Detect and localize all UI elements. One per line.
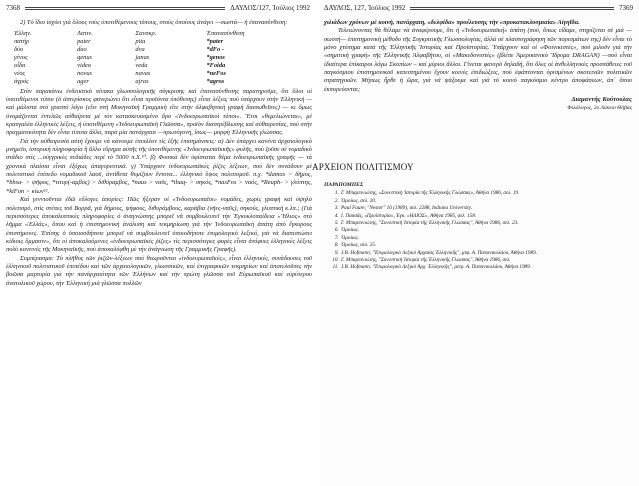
table-row <box>6 46 312 54</box>
journal-title: ΔΑΥΛΟΣ/127, Ἰούλιος 1992 <box>230 4 310 12</box>
table-cell: πατήρ <box>14 38 30 46</box>
table-cell: οἶδα <box>14 61 26 69</box>
reference-item: 11. J.B. Hofmann, "Ἐτυμολογικὸ Λεξικὸ Ἀρχ. Ἑλληνικῆς", μετρ. Α. Παπανικολάου, Ἀθήνα 1989. <box>340 264 630 271</box>
reference-item: 1. Γ. Μπαμπινιώτης, «Συνοπτικὴ Ἱστορία τῆς Ἑλληνικῆς Γλώσσας», Ἀθήνα 1986, σελ. 19. <box>340 190 630 197</box>
reference-item: 6. Ὁμοίως. <box>340 227 630 234</box>
column-header: Ἑλλην. <box>14 30 32 38</box>
table-cell: duo <box>77 46 87 54</box>
body-paragraph: χιλιάδων χρόνων μὲ κοινή, πανάρχαιη, «δελφίδα» προέλευσης τὴν «προκατακλυσμιαία» Αἰγηΐδα. <box>324 19 580 26</box>
header-rule <box>410 7 614 10</box>
references <box>324 182 630 272</box>
author-name: Διαμαντής Κούτουλας <box>571 96 632 104</box>
page-header <box>324 4 633 12</box>
table-cell: dva <box>135 46 145 54</box>
table-cell: navas <box>135 69 151 77</box>
header-rule <box>25 7 225 10</box>
comparison-table <box>6 30 312 85</box>
body-paragraph: Καὶ γεννιοῦνται ἐδῶ εὔλογες ἀπορίες: Πῶς ἤξεραν οἱ «Ἰνδοευρωπαῖοι» νομάδες, χωρὶς γραφὴ καὶ ὑψηλὸ πολιτισμό, στὶς στέπες τοῦ Βορρᾶ, γιὰ δήμους, ψήφους, διθυράμβους, καράβια (νῆες-ναῦς), σηκούς, γλυπτικὴ κ.λπ.; (Γιὰ περισσότερες ἀποκαλυπτικὲς πληροφορίες ὁ ἀναγνώστης μπορεῖ νὰ συμβουλευτεῖ τὴν Ἐγκυκλοπαίδεια «Ἥλιος» στὸ λῆμμα «Ἑλλάς», ὅπου καὶ ἡ ἐπιστημονικὴ ἀνάλυση καὶ τεκμηρίωση γιὰ τὴν Ἰνδοευρωπαϊκὴ ἀπάτη ἀπὸ ἔγκυρους ἐπιστήμονες. Ἐπίσης ὁ ὁποιοσδήποτε μπορεῖ νὰ συμβουλευτεῖ ὁποιοδήποτε ἐτυμολογικὸ λεξικό, γιὰ νὰ διαπιστώσει κίδιοις ὄμμασιν», ὅτι οἱ ἀποκαλούμενες «ἰνδοευρωπαϊκὲς ῥίζες» τὶς περισσότερες φορὲς εἶναι ἀτόφυες ἑλληνικὲς λέξεις πολὺ κοντινὲς τῆς Μυκηναϊκῆς, ποὺ ἀποκαλύφθη μὲ τὴν ἀνάγνωση τῆς Γραμμικῆς Γραφῆς). <box>6 196 312 254</box>
right-page <box>312 0 639 486</box>
body-paragraph: Στὸν παρακάνω ἐνδεικτικὸ πίνακα γλωσσολογικῆς σύγκρισης καὶ ἐπανασύνθεσης παρατηροῦμε, ὅτι ὅλοι οἱ ὑποτιθέμενοι τύποι (ὁ ἀστερίσκος φανερώνει ὅτι εἶναι προϊόντα ὑπόθεσης) εἶναι λέξεις ποὺ ὑπάρχουν στὴν Ἑλληνικὴ — καὶ μάλιστα στὸ γραπτὸ λόγο (εἴτε στὴ Μυκηναϊκὴ Γραμμικὴ εἴτε στὴν ἀλφαβητικὴ γραφὴ διασωθεῖσες) — κι ὅμως ὀνομάζονται ἐντελῶς αὐθαίρετα μὲ τὸν κατασκευασμένο ὅρο «Ἰνδοευρωπαϊκοὶ τύποι». Ἔτσι «θεμελιώνεται», μὲ κραυγαλέα ἑλληνικὲς λέξεις, ἡ ὑποτιθέμενη «Ἰνδοευρωπαϊκὴ Γλῶσσα», προϊὸν διαστρέβλωσης καὶ αὐθαιρεσίας, ποὺ στὴν πραγματικότητα δὲν εἶναι τίποτα ἄλλο, παρὰ μία πανάρχαια —πρωτόγονη, ἴσως— μορφὴ Ἑλληνικῆς γλώσσας. <box>6 87 312 137</box>
reference-item: 5. Γ. Μπαμπινιώτης, "Συνοπτικὴ Ἱστορία τῆς Ἑλληνικῆς Γλώσσας", Ἀθήνα 1986, σελ. 23. <box>340 220 630 227</box>
table-cell: δύο <box>14 46 24 54</box>
table-cell: genus <box>77 54 93 62</box>
table-cell: video <box>77 61 91 69</box>
reference-item: 4. Ι. Πασσᾶς, «Προϊστορία», Ἐγκ. «ΗΛΙΟΣ», Ἀθήνα 1985, σελ. 158. <box>340 213 630 220</box>
reference-item: 3. Paul Faure, "Nestor" 16 (1989), σελ. 2288, Indiana University. <box>340 205 630 212</box>
table-cell: janas <box>135 54 150 62</box>
intro-paragraph: 2) Τὸ ἴδιο ἰσχύει γιὰ ὅλους τοὺς ὑποτιθέμενους τύπους, στοὺς ὁποίους ἀνάγει —σωστά— ἡ ἐπανασύνθεση: <box>20 19 288 26</box>
reference-item: 2. Ὁμοίως, σελ. 20. <box>340 198 630 205</box>
references-title: ΠΑΡΑΠΟΜΠΕΣ <box>324 182 364 188</box>
body-paragraph: Γιὰ τὴν αὐθαιρεσία αὐτὴ ἔχουμε νὰ κάνουμε ἐπιπλέον τὶς ἑξῆς ἐπισημάνσεις: α) Δὲν ὑπάρχει κανένα ἀρχαιολογικὸ μνημεῖο, ἱστορικὴ πληροφορία ἢ ἄλλο εὕρημα αὐτῆς τῆς ὑποτιθέμενης «Ἰνδοευρωπαϊκκῆς» φυλῆς, ποὺ ζοῦσε σὲ νομαδικὸ στάδιο στὶς ...οὐγγρικὲς πεδιάδες περὶ τὸ 5000 π.Χ.¹⁰. β) Φυσικὰ δὲν ὑφίσταται θέμα ἰνδοευρωπαϊκῆς γραφῆς — τὰ χρονικὰ πλαίσια εἶναι ἐξόχως ἀπαγορευτικά. γ) Ὑπάρχουν ἰνδοευρωπαϊκὲς ῥίζες λέξεων, ποὺ δὲν συνάδουν μὲ πολιτιστικὸ ἐπίπεδο νομαδικοῦ λαοῦ, ἀντίθετα θυμίζουν ἔντονα... ἑλληνικὸ ὕψος πολιτισμοῦ. π.χ. *damos > δῆμος, *bhsa- > ψῆφος, *τιτυρ(-αμβος) > διθύραμβος, *naus > ναῦς, *thaq- > σηκός, *nasFos > ναός, *Reuph- > γλύπτης, *kiFon > κίων¹¹. <box>6 137 312 195</box>
page-header <box>6 4 310 12</box>
journal-title: ΔΑΥΛΟΣ, 127, Ἰούλιος 1992 <box>324 4 406 12</box>
column-header: Λατιν. <box>77 30 93 38</box>
reference-item: 9. J.B. Hofmann, "Ἐτυμολογικὸ Λεξικὸ Ἀρχαίας Ἑλληνικῆς", μτφ. Α. Παπανικολάου, Ἀθήνα 1989. <box>340 250 630 257</box>
page-number: 7369 <box>619 4 633 12</box>
reference-item: 7. Ὁμοίως. <box>340 235 630 242</box>
table-cell: γένος <box>14 54 28 62</box>
author-role: Φιλόλογος, 2ο Λύκειο Θήβας <box>567 105 632 112</box>
body-paragraph: Τελειώνοντας θὰ θέλαμε νὰ ἀναφέρουμε, ὅτι ἡ «Ἰνδοευρωπαϊκή» ἀπάτη (πού, ὅπως εἴδαμε, στηρίζεται σὲ μιὰ —σωστή— ἐπιστημονικὴ μέθοδο τῆς Συγκριτικῆς Γλωσσολογίας, ἀλλὰ σὲ πλαστογράφηση τῶν πορισμάτων της) δὲν εἶναι τὸ μόνο χτύπημα κατὰ τῆς Ἑλληνικῆς Ἱστορίας καὶ Προϊστορίας. Ὑπάρχουν καὶ οἱ «Φοινικιστές», ποὺ μιλοῦν γιὰ τὴν «σημιτικὴ γραφή» τῆς Ἑλληνικῆς Ἀλφαβήτου, οἱ «Μακεδονιστές» (βλέπε Ἀμερικανικὸ Ἵδρυμα DRAGAN) —ποὺ εἶναι ἰδιαίτερα ἐπίκαιροι λόγω Σκοπίων – καὶ μύριοι ἄλλοι. Γίνεται φανερὸ δηλαδή, ὅτι ὅλες οἱ ἀνθελληνικὲς προσπάθειες τοῦ παγκόσμιου ἐπιστημονικοῦ κατεστημένου ἔχουν κοινὲς ἐπιδιώξεις, ποὺ ἐφάπτονται ὁρισμένων σκοτεινῶν πολιτικῶν στρατηγικῶν. Μήπως ἦρθε ἡ ὥρα, γιὰ νὰ ψάξουμε καὶ γιὰ τὸ κοινὸ παγκόσμιο κέντρο ἀποφάσεων, ἀπ᾿ ὅπου ἐκπορεύονται; <box>324 27 632 93</box>
table-row <box>6 38 312 46</box>
table-header-row <box>6 30 312 38</box>
table-row <box>6 62 312 70</box>
article-body <box>6 19 312 288</box>
table-cell: *dFo - <box>206 46 224 54</box>
table-row <box>6 78 312 86</box>
table-cell: *genos <box>206 54 225 62</box>
table-cell: *neFos <box>206 69 226 77</box>
page-number: 7368 <box>6 4 20 12</box>
table-row <box>6 54 312 62</box>
article-body <box>324 19 632 113</box>
table-cell: νέος <box>14 69 26 77</box>
table-cell: *agros <box>206 77 225 85</box>
column-header: Ἐπανασύνθεση <box>206 30 245 38</box>
body-paragraph: Συμπέρασμα: Τὸ πλῆθος τῶν ῥιζῶν-λέξεων ποὺ θεωροῦνται «ἰνδοευρωπαϊκές», εἶναι ἑλληνικές, συνάδουσες τοῦ ἑλληνικοῦ πολιτιστικοῦ ἐπιπέδου καὶ τῶν ἀρχαιολογικῶν, γλωσσικῶν, καὶ ἐπιγραφικῶν τεκμηρίων καὶ ἀποτελοῦσες τὴν βοῶσα μαρτυρία γιὰ τὴν πανάρχαιότητα τῶν Ἑλλήνων καὶ τὴν πρώτη γλῶσσα τοῦ Εὐρωπαϊκοῦ καὶ εὐρύτερου ἀνατολικοῦ χώρου, τὴν Ἑλληνική μιὰ γλῶσσα πολλῶν <box>6 254 312 287</box>
reference-item: 8. Ὁμοίως, σελ. 25. <box>340 242 630 249</box>
table-cell: ajras <box>135 77 149 85</box>
references-list <box>324 190 630 271</box>
table-cell: pita <box>135 38 146 46</box>
archive-heading: ΑΡΧΕΙΟΝ ΠΟΛΙΤΙΣΜΟΥ <box>312 162 414 172</box>
table-row <box>6 70 312 78</box>
reference-item: 10. Γ. Μπαμπινιώτης, "Συνοπτικὴ Ἱστορία τῆς Ἑλληνικῆς Γλώσσας", Ἀθήνα 1986, σελ. <box>340 257 630 264</box>
table-cell: veda <box>135 61 148 69</box>
table-cell: *Foida <box>206 61 226 69</box>
signature <box>324 96 632 113</box>
table-cell: pater <box>77 38 91 46</box>
column-header: Σανσκρ. <box>135 30 157 38</box>
table-cell: ager <box>77 77 89 85</box>
table-cell: novus <box>77 69 93 77</box>
table-cell: ἀγρός <box>14 77 29 85</box>
table-cell: *pater <box>206 38 224 46</box>
